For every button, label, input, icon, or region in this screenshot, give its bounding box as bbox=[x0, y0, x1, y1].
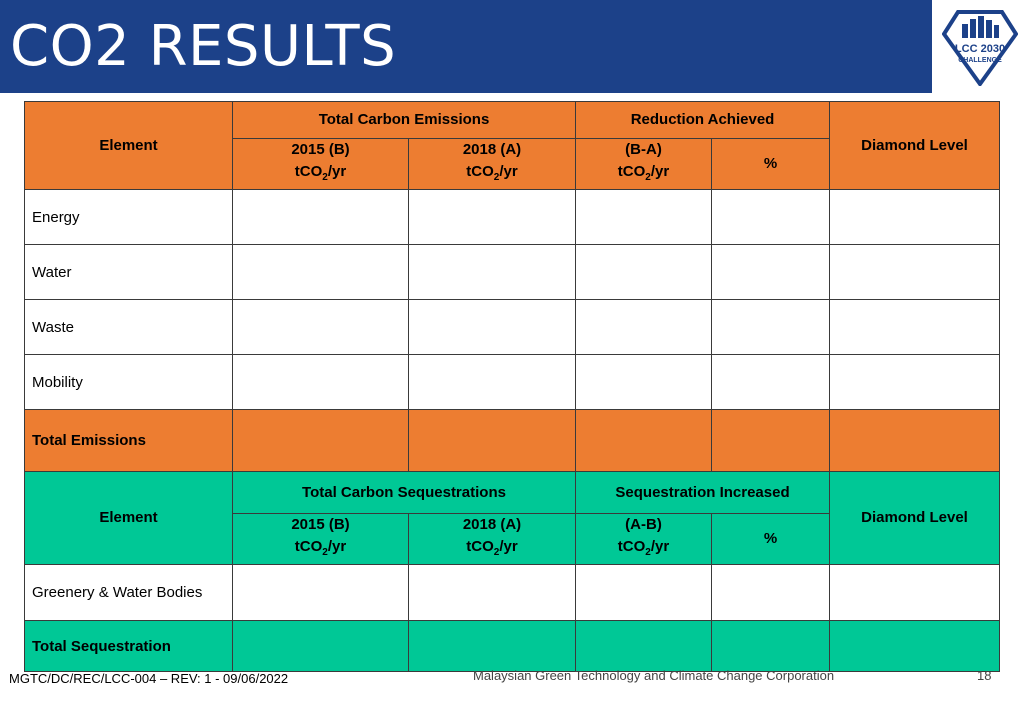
unit-label: tCO$_2$/yr bbox=[617, 538, 670, 558]
table-row bbox=[25, 355, 1000, 410]
row-label: Greenery & Water Bodies bbox=[25, 565, 233, 621]
col-2015-label: 2015 (B) bbox=[291, 141, 350, 158]
col-diff-header bbox=[576, 139, 712, 190]
row-label: Waste bbox=[25, 300, 233, 355]
unit-label: tCO$_2$/yr bbox=[617, 163, 670, 183]
col-2018-header bbox=[409, 139, 576, 190]
table-row bbox=[25, 190, 1000, 245]
col-2018-label: 2018 (A) bbox=[462, 516, 522, 533]
unit-label: tCO$_2$/yr bbox=[294, 163, 347, 183]
unit-label: tCO$_2$/yr bbox=[294, 538, 347, 558]
title-bar bbox=[0, 0, 932, 93]
unit-label: tCO$_2$/yr bbox=[466, 163, 518, 183]
element-header: Element bbox=[25, 472, 233, 565]
organization-name: Malaysian Green Technology and Climate Change Corporation bbox=[473, 668, 835, 683]
logo-line2: CHALLENGE bbox=[958, 57, 1002, 64]
diamond-level-header: Diamond Level bbox=[830, 102, 1000, 190]
total-emissions-row bbox=[25, 410, 1000, 472]
total-sequestration-label: Total Sequestration bbox=[25, 621, 233, 672]
row-label: Energy bbox=[25, 190, 233, 245]
col-pct-header: % bbox=[712, 139, 830, 190]
col-2015-header bbox=[233, 139, 409, 190]
table-row bbox=[25, 565, 1000, 621]
col-2018-header bbox=[409, 514, 576, 565]
diamond-level-header: Diamond Level bbox=[830, 472, 1000, 565]
diamond-city-logo bbox=[942, 8, 1018, 86]
col-diff-label: (A-B) bbox=[625, 516, 662, 533]
total-carbon-emissions-header: Total Carbon Emissions bbox=[233, 102, 576, 139]
emissions-header-row bbox=[25, 102, 1000, 139]
sequestration-increased-header: Sequestration Increased bbox=[576, 472, 830, 514]
co2-results-table bbox=[24, 101, 1000, 672]
sequestration-header-row bbox=[25, 472, 1000, 514]
element-header: Element bbox=[25, 102, 233, 190]
total-sequestration-row bbox=[25, 621, 1000, 672]
total-carbon-sequestrations-header: Total Carbon Sequestrations bbox=[233, 472, 576, 514]
logo-line1: LCC 2030 bbox=[954, 43, 1006, 55]
document-code: MGTC/DC/REC/LCC-004 – REV: 1 - 09/06/2022 bbox=[9, 671, 289, 686]
reduction-achieved-header: Reduction Achieved bbox=[576, 102, 830, 139]
page-title: CO2 RESULTS bbox=[10, 14, 397, 79]
page-number: 18 bbox=[977, 668, 992, 683]
row-label: Mobility bbox=[25, 355, 233, 410]
table-row bbox=[25, 245, 1000, 300]
col-2015-header bbox=[233, 514, 409, 565]
total-emissions-label: Total Emissions bbox=[25, 410, 233, 472]
col-diff-label: (B-A) bbox=[625, 141, 662, 158]
col-2018-label: 2018 (A) bbox=[462, 141, 522, 158]
table-row bbox=[25, 300, 1000, 355]
row-label: Water bbox=[25, 245, 233, 300]
col-2015-label: 2015 (B) bbox=[291, 516, 350, 533]
unit-label: tCO$_2$/yr bbox=[466, 538, 518, 558]
col-pct-header: % bbox=[712, 514, 830, 565]
col-diff-header bbox=[576, 514, 712, 565]
